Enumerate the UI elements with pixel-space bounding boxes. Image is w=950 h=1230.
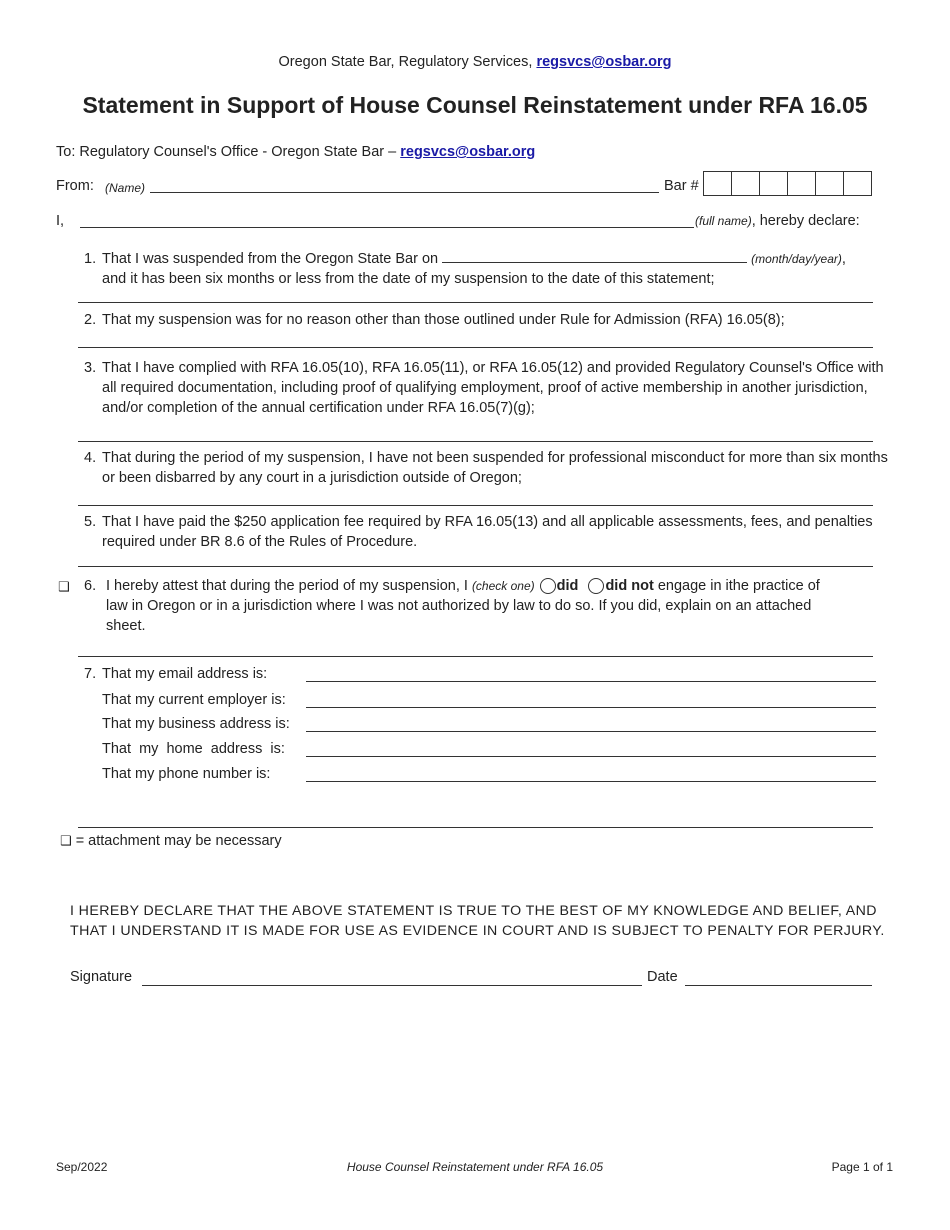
bar-number-box[interactable]: [704, 172, 732, 195]
header-line: [0, 54, 950, 70]
item-1-comma: ,: [841, 251, 846, 267]
divider: [78, 827, 873, 828]
date-field[interactable]: [685, 985, 872, 986]
home-address-label: That my home address is:: [102, 741, 285, 757]
from-name-hint: (Name): [105, 181, 146, 195]
item-number: 4.: [84, 450, 97, 466]
date-format-hint: (month/day/year): [751, 252, 842, 266]
statement-item-2: [84, 310, 889, 330]
declare-suffix-line: [695, 213, 860, 229]
footer-title: House Counsel Reinstatement under RFA 16.05: [346, 1160, 604, 1174]
did-radio[interactable]: [540, 578, 556, 594]
bar-number-box[interactable]: [732, 172, 760, 195]
header-email-link[interactable]: regsvcs@osbar.org: [536, 54, 672, 70]
statement-item-3: [84, 358, 889, 418]
item-3-text: That I have complied with RFA 16.05(10), RFA 16.05(11), or RFA 16.05(12) and provided Regulatory Counsel's Office with all required documentation, including proof of qualifying employment, proof of active membership in another jurisdiction, and/or completion of the annual certification under RFA 16.05(7)(g);: [102, 360, 884, 416]
statement-item-1: [84, 249, 889, 289]
did-not-radio[interactable]: [588, 578, 604, 594]
item-7-number: 7.: [84, 666, 97, 682]
business-address-label: That my business address is:: [102, 716, 290, 732]
item-number: 2.: [84, 312, 97, 328]
phone-label: That my phone number is:: [102, 766, 271, 782]
signature-field[interactable]: [142, 985, 642, 986]
statement-item-6: [84, 576, 889, 636]
footer-page: Page 1 of 1: [831, 1160, 893, 1174]
to-email-link[interactable]: regsvcs@osbar.org: [400, 144, 536, 160]
home-address-field[interactable]: [306, 756, 876, 757]
divider: [78, 302, 873, 303]
legend-text: = attachment may be necessary: [75, 833, 282, 849]
check-one-hint: (check one): [471, 579, 535, 593]
item-1-text-line2: and it has been six months or less from the date of my suspension to the date of this statement;: [102, 271, 715, 287]
item-2-text: That my suspension was for no reason other than those outlined under Rule for Admission (RFA) 16.05(8);: [102, 312, 785, 328]
divider: [78, 566, 873, 567]
suspension-date-field[interactable]: [442, 250, 747, 263]
employer-label: That my current employer is:: [102, 692, 286, 708]
item-6-text: I hereby attest that during the period of my suspension, I: [106, 578, 468, 594]
signature-label: Signature: [70, 969, 133, 985]
divider: [78, 656, 873, 657]
business-address-field[interactable]: [306, 731, 876, 732]
did-not-label: did not: [605, 578, 654, 594]
perjury-declaration: I HEREBY DECLARE THAT THE ABOVE STATEMENT IS TRUE TO THE BEST OF MY KNOWLEDGE AND BELIEF, AND THAT I UNDERSTAND IT IS MADE FOR USE AS EVIDENCE IN COURT AND IS SUBJECT TO PENALTY FOR PERJURY.: [70, 903, 885, 939]
statement-item-4: [84, 448, 889, 488]
from-label: From:: [56, 178, 94, 194]
full-name-hint: (full name): [695, 214, 752, 228]
declare-suffix: , hereby declare:: [751, 213, 860, 229]
to-label: To: Regulatory Counsel's Office - Oregon State Bar –: [56, 144, 397, 160]
item-1-text: That I was suspended from the Oregon State Bar on: [102, 251, 439, 267]
did-label: did: [556, 578, 579, 594]
bar-number-boxes[interactable]: [703, 171, 872, 196]
date-label: Date: [647, 969, 678, 985]
header-org: Oregon State Bar, Regulatory Services,: [278, 54, 533, 70]
bar-number-box[interactable]: [760, 172, 788, 195]
footer-date: Sep/2022: [56, 1160, 108, 1174]
to-line: [56, 144, 535, 160]
legend: [60, 833, 282, 849]
employer-field[interactable]: [306, 707, 876, 708]
statement-item-5: [84, 512, 889, 552]
bar-number-box[interactable]: [788, 172, 816, 195]
attachment-bullet-icon: ❑: [60, 833, 72, 848]
phone-field[interactable]: [306, 781, 876, 782]
divider: [78, 505, 873, 506]
item-number: 6.: [84, 578, 97, 594]
item-6-text-rest: law in Oregon or in a jurisdiction where I was not authorized by law to do so. If you did, explain on an attached sheet.: [106, 598, 812, 634]
attachment-bullet-icon: ❑: [58, 579, 70, 594]
item-6-text-cont: engage in ithe practice of: [657, 578, 820, 594]
item-4-text: That during the period of my suspension, I have not been suspended for professional misconduct for more than six months or been disbarred by any court in a jurisdiction outside of Oregon;: [102, 450, 888, 486]
declare-prefix: I,: [56, 213, 65, 229]
bar-number-box[interactable]: [844, 172, 871, 195]
item-number: 3.: [84, 360, 97, 376]
item-number: 1.: [84, 251, 97, 267]
page-title: Statement in Support of House Counsel Reinstatement under RFA 16.05: [82, 92, 868, 118]
divider: [78, 347, 873, 348]
bar-number-label: Bar #: [664, 178, 699, 194]
item-number: 5.: [84, 514, 97, 530]
item-5-text: That I have paid the $250 application fee required by RFA 16.05(13) and all applicable assessments, fees, and penalties required under BR 8.6 of the Rules of Procedure.: [102, 514, 873, 550]
email-field[interactable]: [306, 681, 876, 682]
full-name-field[interactable]: [80, 227, 694, 228]
email-label: That my email address is:: [102, 666, 268, 682]
from-name-field[interactable]: [150, 192, 659, 193]
bar-number-box[interactable]: [816, 172, 844, 195]
divider: [78, 441, 873, 442]
